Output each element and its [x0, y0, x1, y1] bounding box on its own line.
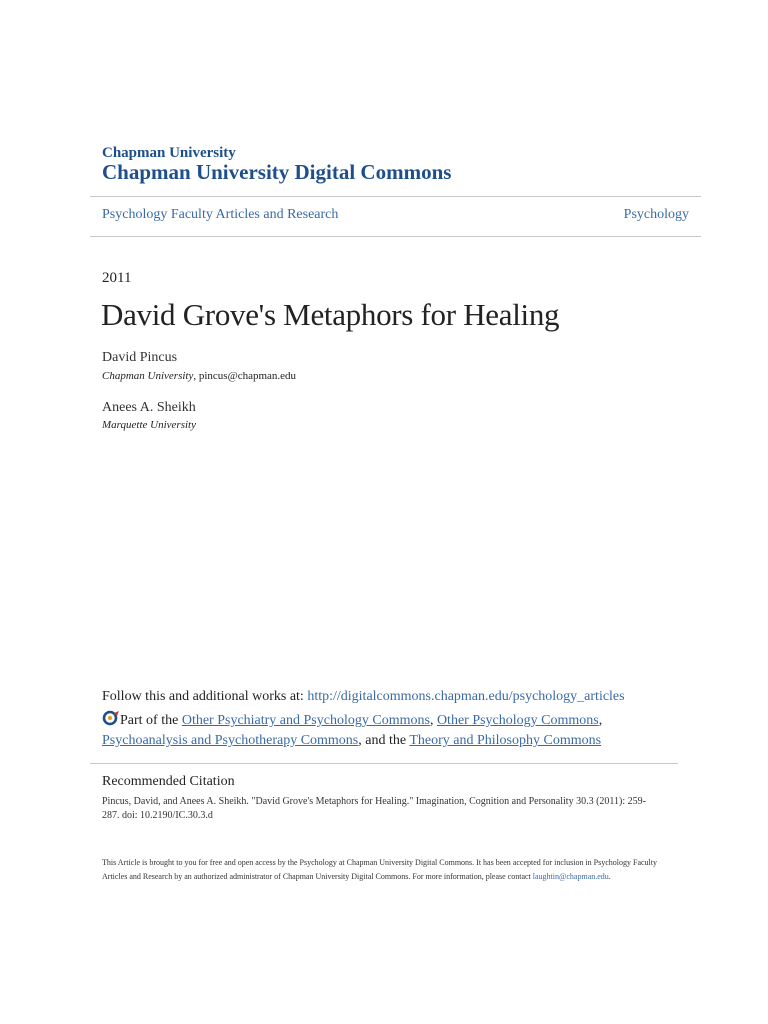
affiliation-name: Marquette University — [102, 419, 196, 431]
part-of-commons — [102, 710, 662, 751]
commons-link-other-psychology[interactable]: Other Psychology Commons — [436, 713, 599, 728]
divider-top — [90, 196, 701, 197]
commons-network-icon — [102, 710, 120, 726]
part-of-prefix: Part of the — [120, 713, 182, 728]
author-name: David Pincus — [102, 350, 178, 365]
article-title: David Grove's Metaphors for Healing — [101, 297, 560, 332]
citation-text: Pincus, David, and Anees A. Sheikh. "David Grove's Metaphors for Healing." Imagination, Cognition and Personality 30.3 (2011): 259-287. doi: 10.2190/IC.30.3.d — [102, 796, 646, 821]
publication-year: 2011 — [102, 270, 132, 286]
author-affiliation — [102, 419, 196, 431]
repository-link[interactable]: Chapman University Digital Commons — [102, 160, 452, 184]
series-link[interactable]: Psychology Faculty Articles and Research — [102, 207, 339, 222]
divider-citation — [90, 763, 678, 764]
follow-label: Follow this and additional works at: — [102, 689, 308, 704]
separator: , — [429, 713, 437, 728]
commons-link-other-psychiatry[interactable]: Other Psychiatry and Psychology Commons — [181, 713, 430, 728]
affiliation-name: Chapman University — [102, 370, 194, 382]
separator: , — [598, 713, 603, 728]
institution-name: Chapman University — [102, 145, 236, 161]
follow-line — [102, 689, 625, 705]
divider-nav — [90, 236, 701, 237]
author-name: Anees A. Sheikh — [102, 400, 196, 415]
separator: , and the — [358, 733, 410, 748]
access-notice-text: This Article is brought to you for free and open access by the Psychology at Chapman University Digital Commons. It has been accepted for inclusion in Psychology Faculty Articles and Research by an authorized administrator of Chapman University Digital Commons. For more information, please contact — [102, 858, 657, 881]
collection-url-link[interactable]: http://digitalcommons.chapman.edu/psychology_articles — [307, 689, 625, 704]
contact-email-link[interactable]: laughtin@chapman.edu — [532, 871, 609, 881]
commons-link-psychoanalysis[interactable]: Psychoanalysis and Psychotherapy Commons — [102, 733, 359, 748]
author-affiliation — [102, 370, 296, 382]
author-email: , pincus@chapman.edu — [193, 370, 297, 382]
commons-link-theory-philosophy[interactable]: Theory and Philosophy Commons — [409, 733, 602, 748]
department-link[interactable]: Psychology — [623, 207, 689, 222]
footer-end: . — [608, 871, 611, 881]
access-notice — [102, 856, 667, 883]
citation-heading: Recommended Citation — [102, 774, 235, 789]
